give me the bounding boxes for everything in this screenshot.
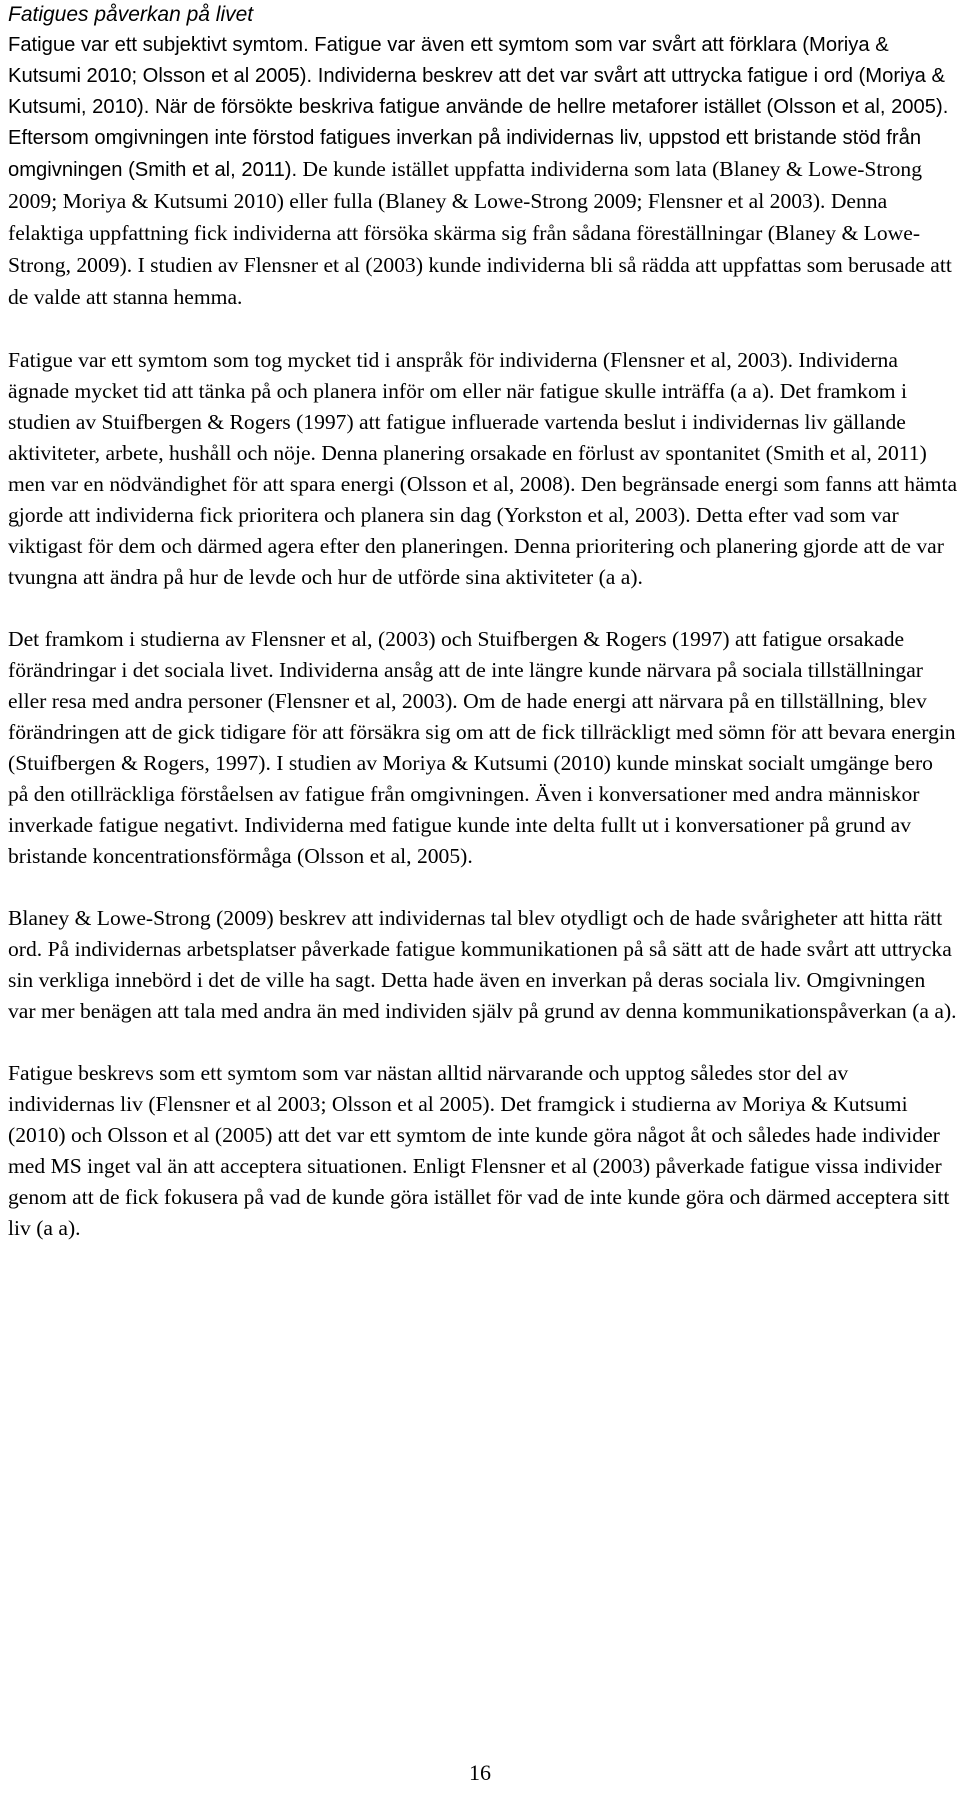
paragraph-1-part-serif: De kunde istället uppfatta individerna som lata (Blaney & Lowe-Strong 2009; Moriya & Kutsumi 2010) eller fulla (Blaney & Lowe-Strong 2009; Flensner et al 2003). Denna felaktiga uppfattning fick individerna att försöka skärma sig från sådana föreställningar (Blaney & Lowe-Strong, 2009). I studien av Flensner et al (2003) kunde individerna bli så rädda att uppfattas som berusade att de valde att stanna hemma. <box>8 157 952 309</box>
paragraph-spacer <box>8 314 958 345</box>
paragraph-2: Fatigue var ett symtom som tog mycket tid i anspråk för individerna (Flensner et al, 2003). Individerna ägnade mycket tid att tänka på och planera inför om eller när fatigue skulle inträffa (a a). Det framkom i studien av Stuifbergen & Rogers (1997) att fatigue influerade vartenda beslut i individernas liv gällande aktiviteter, arbete, hushåll och nöje. Denna planering orsakade en förlust av spontanitet (Smith et al, 2011) men var en nödvändighet för att spara energi (Olsson et al, 2008). Den begränsade energi som fanns att hämta gjorde att individerna fick prioritera och planera sin dag (Yorkston et al, 2003). Detta efter vad som var viktigast för dem och därmed agera efter den planeringen. Denna prioritering och planering gjorde att de var tvungna att ändra på hur de levde och hur de utförde sina aktiviteter (a a). <box>8 348 958 589</box>
paragraph-5: Fatigue beskrevs som ett symtom som var nästan alltid närvarande och upptog således stor del av individernas liv (Flensner et al 2003; Olsson et al 2005). Det framgick i studierna av Moriya & Kutsumi (2010) och Olsson et al (2005) att det var ett symtom de inte kunde göra något åt och således hade individer med MS inget val än att acceptera situationen. Enligt Flensner et al (2003) påverkade fatigue vissa individer genom att de fick fokusera på vad de kunde göra istället för vad de inte kunde göra och därmed acceptera sitt liv (a a). <box>8 1061 950 1240</box>
document-page <box>8 0 958 1275</box>
paragraph-4: Blaney & Lowe-Strong (2009) beskrev att individernas tal blev otydligt och de hade svårigheter att hitta rätt ord. På individernas arbetsplatser påverkade fatigue kommunikationen på så sätt att de hade svårt att uttrycka sin verkliga innebörd i det de ville ha sagt. Detta hade även en inverkan på deras sociala liv. Omgivningen var mer benägen att tala med andra än med individen själv på grund av denna kommunikationspåverkan (a a). <box>8 906 957 1023</box>
paragraph-1 <box>8 30 958 314</box>
paragraph-3: Det framkom i studierna av Flensner et al, (2003) och Stuifbergen & Rogers (1997) att fatigue orsakade förändringar i det sociala livet. Individerna ansåg att de inte längre kunde närvara på sociala tillställningar eller resa med andra personer (Flensner et al, 2003). Om de hade energi att närvara på en tillställning, blev förändringen att de gick tidigare för att försäkra sig om att de fick tillräckligt med sömn för att bevara energin (Stuifbergen & Rogers, 1997). I studien av Moriya & Kutsumi (2010) kunde minskat socialt umgänge bero på den otillräckliga förståelsen av fatigue från omgivningen. Även i konversationer med andra människor inverkade fatigue negativt. Individerna med fatigue kunde inte delta fullt ut i konversationer på grund av bristande koncentrationsförmåga (Olsson et al, 2005). <box>8 627 956 868</box>
section-heading: Fatigues påverkan på livet <box>8 3 254 26</box>
page-number: 16 <box>469 1760 491 1785</box>
paragraph-1-part-sans: Fatigue var ett subjektivt symtom. Fatigue var även ett symtom som var svårt att förklara (Moriya & Kutsumi 2010; Olsson et al 2005). Individerna beskrev att det var svårt att uttrycka fatigue i ord (Moriya & Kutsumi, 2010). När de försökte beskriva fatigue använde de hellre metaforer istället (Olsson et al, 2005). Eftersom omgivningen inte förstod fatigues inverkan på individernas liv, uppstod ett bristande stöd från omgivningen (Smith et al, 2011). <box>8 34 949 181</box>
